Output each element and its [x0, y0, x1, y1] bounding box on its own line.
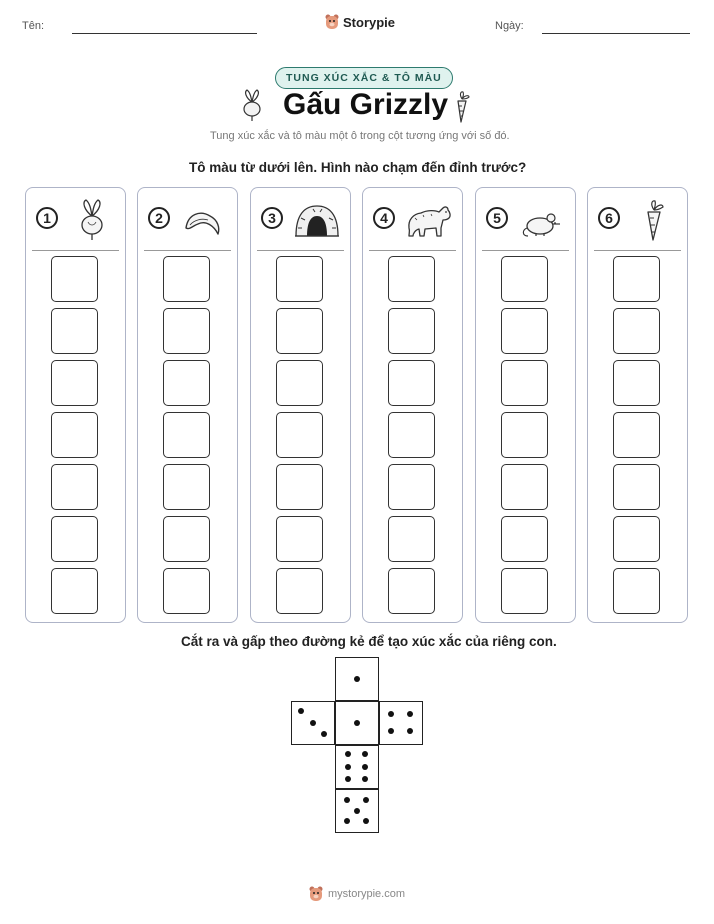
brand-name: Storypie: [343, 14, 396, 30]
column-2: [137, 187, 238, 623]
column-number: 6: [598, 207, 620, 229]
carrot-icon: [630, 198, 678, 242]
color-cell[interactable]: [388, 568, 435, 614]
die-pip: [362, 776, 368, 782]
column-5: [475, 187, 576, 623]
die-pip: [298, 708, 304, 714]
bear-icon: [405, 198, 453, 242]
die-pip: [388, 728, 394, 734]
die-pip: [407, 728, 413, 734]
color-cell[interactable]: [613, 516, 660, 562]
color-cell[interactable]: [163, 516, 210, 562]
column-divider: [32, 250, 119, 251]
claw-icon: [180, 198, 228, 242]
color-cell[interactable]: [388, 516, 435, 562]
color-cell[interactable]: [613, 308, 660, 354]
color-cell[interactable]: [276, 464, 323, 510]
column-number: 3: [261, 207, 283, 229]
die-pip: [344, 797, 350, 803]
die-pip: [388, 711, 394, 717]
die-pip: [354, 720, 360, 726]
color-cell[interactable]: [501, 360, 548, 406]
die-face: [335, 789, 379, 833]
die-face: [379, 701, 423, 745]
color-cell[interactable]: [163, 464, 210, 510]
color-cell[interactable]: [276, 256, 323, 302]
die-pip: [310, 720, 316, 726]
color-cell[interactable]: [163, 256, 210, 302]
die-face: [335, 745, 379, 789]
column-number: 2: [148, 207, 170, 229]
die-pip: [345, 764, 351, 770]
column-divider: [144, 250, 231, 251]
column-6: [587, 187, 688, 623]
color-cell[interactable]: [613, 568, 660, 614]
bear-logo-icon: [325, 14, 339, 30]
beet-icon: [68, 198, 116, 242]
color-cell[interactable]: [276, 568, 323, 614]
die-face: [335, 657, 379, 701]
date-label: Ngày:: [495, 20, 524, 32]
die-pip: [362, 764, 368, 770]
footer-url[interactable]: mystorypie.com: [328, 888, 406, 900]
column-divider: [482, 250, 569, 251]
column-3: [250, 187, 351, 623]
color-cell[interactable]: [501, 464, 548, 510]
instruction-top: Tô màu từ dưới lên. Hình nào chạm đến đỉnh trước?: [189, 160, 527, 175]
brand-logo: [325, 14, 395, 30]
carrot-icon: [449, 90, 473, 124]
color-cell[interactable]: [51, 308, 98, 354]
color-cell[interactable]: [276, 308, 323, 354]
page-title: Gấu Grizzly: [283, 88, 449, 121]
die-pip: [407, 711, 413, 717]
color-cell[interactable]: [276, 516, 323, 562]
die-pip: [321, 731, 327, 737]
beet-icon: [238, 88, 266, 122]
color-cell[interactable]: [51, 256, 98, 302]
die-pip: [345, 776, 351, 782]
color-cell[interactable]: [501, 412, 548, 458]
color-cell[interactable]: [501, 516, 548, 562]
mouse-icon: [518, 198, 566, 242]
die-face: [335, 701, 379, 745]
column-number: 5: [486, 207, 508, 229]
die-pip: [345, 751, 351, 757]
color-cell[interactable]: [51, 464, 98, 510]
die-pip: [363, 818, 369, 824]
page-subtitle: Tung xúc xắc và tô màu một ô trong cột tương ứng với số đó.: [210, 130, 510, 142]
cave-icon: [293, 198, 341, 242]
column-4: [362, 187, 463, 623]
color-cell[interactable]: [388, 308, 435, 354]
column-divider: [594, 250, 681, 251]
color-cell[interactable]: [613, 412, 660, 458]
color-cell[interactable]: [51, 360, 98, 406]
bear-logo-icon: [309, 886, 323, 902]
color-cell[interactable]: [163, 308, 210, 354]
color-cell[interactable]: [388, 464, 435, 510]
column-divider: [369, 250, 456, 251]
color-cell[interactable]: [276, 360, 323, 406]
column-divider: [257, 250, 344, 251]
die-pip: [344, 818, 350, 824]
date-line[interactable]: [542, 33, 690, 34]
color-cell[interactable]: [163, 412, 210, 458]
color-cell[interactable]: [51, 568, 98, 614]
die-face: [291, 701, 335, 745]
color-cell[interactable]: [501, 568, 548, 614]
color-cell[interactable]: [501, 308, 548, 354]
footer: [309, 886, 405, 902]
column-number: 4: [373, 207, 395, 229]
color-cell[interactable]: [613, 464, 660, 510]
die-pip: [362, 751, 368, 757]
color-cell[interactable]: [388, 256, 435, 302]
column-1: [25, 187, 126, 623]
color-cell[interactable]: [163, 360, 210, 406]
color-cell[interactable]: [51, 412, 98, 458]
die-pip: [354, 676, 360, 682]
column-number: 1: [36, 207, 58, 229]
color-cell[interactable]: [276, 412, 323, 458]
color-cell[interactable]: [613, 256, 660, 302]
color-cell[interactable]: [163, 568, 210, 614]
color-cell[interactable]: [388, 360, 435, 406]
activity-badge: TUNG XÚC XẮC & TÔ MÀU: [275, 67, 453, 89]
color-cell[interactable]: [613, 360, 660, 406]
color-cell[interactable]: [388, 412, 435, 458]
instruction-bottom: Cắt ra và gấp theo đường kẻ để tạo xúc xắc của riêng con.: [181, 634, 557, 649]
die-pip: [363, 797, 369, 803]
name-label: Tên:: [22, 20, 45, 32]
name-line[interactable]: [72, 33, 257, 34]
color-cell[interactable]: [51, 516, 98, 562]
die-pip: [354, 808, 360, 814]
color-cell[interactable]: [501, 256, 548, 302]
